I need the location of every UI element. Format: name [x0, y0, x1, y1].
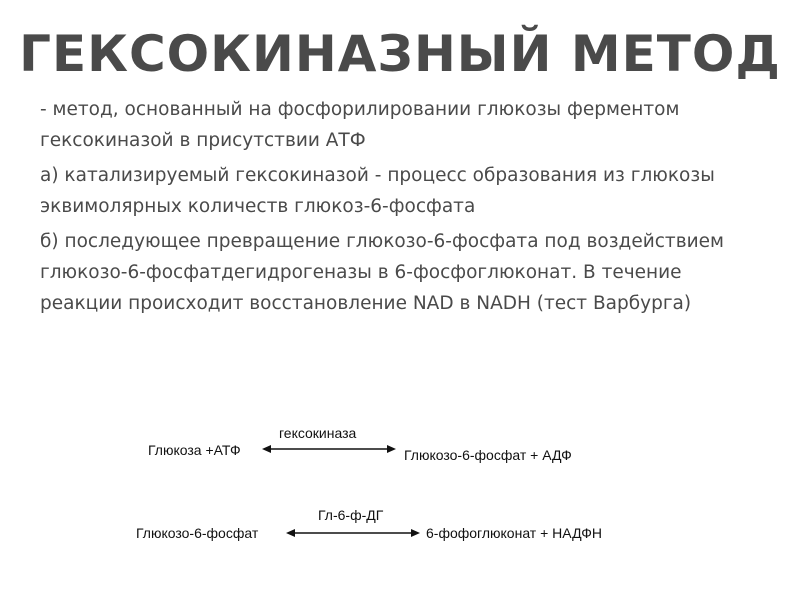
reaction-1-products: Глюкозо-6-фосфат + АДФ [404, 447, 572, 463]
paragraph-line: глюкозо-6-фосфатдегидрогеназы в 6-фосфоглюконат. В течение [40, 262, 682, 283]
reaction-2-products: 6-фофоглюконат + НАДФН [426, 525, 603, 541]
paragraph-line: б) последующее превращение глюкозо-6-фосфата под воздействием [40, 231, 724, 252]
paragraph-step-a [40, 160, 780, 222]
reaction-1-reactants: Глюкоза +АТФ [148, 442, 241, 458]
slide-title: ГЕКСОКИНАЗНЫЙ МЕТОД [19, 25, 781, 83]
paragraph-step-b [40, 226, 780, 319]
paragraph-definition [40, 94, 780, 156]
paragraph-line: гексокиназой в присутствии АТФ [40, 130, 366, 151]
reaction-2-double-arrow-icon [286, 526, 420, 540]
reaction-1-enzyme: гексокиназа [279, 425, 357, 441]
reaction-2-reactants: Глюкозо-6-фосфат [136, 525, 259, 541]
paragraph-line: - метод, основанный на фосфорилировании глюкозы ферментом [40, 99, 680, 120]
paragraph-line: реакции происходит восстановление NAD в NADH (тест Варбурга) [40, 293, 692, 314]
paragraph-line: а) катализируемый гексокиназой - процесс образования из глюкозы [40, 165, 715, 186]
reaction-1-double-arrow-icon [262, 442, 396, 456]
reaction-2-enzyme: Гл-6-ф-ДГ [318, 507, 384, 523]
paragraph-line: эквимолярных количеств глюкоз-6-фосфата [40, 196, 476, 217]
